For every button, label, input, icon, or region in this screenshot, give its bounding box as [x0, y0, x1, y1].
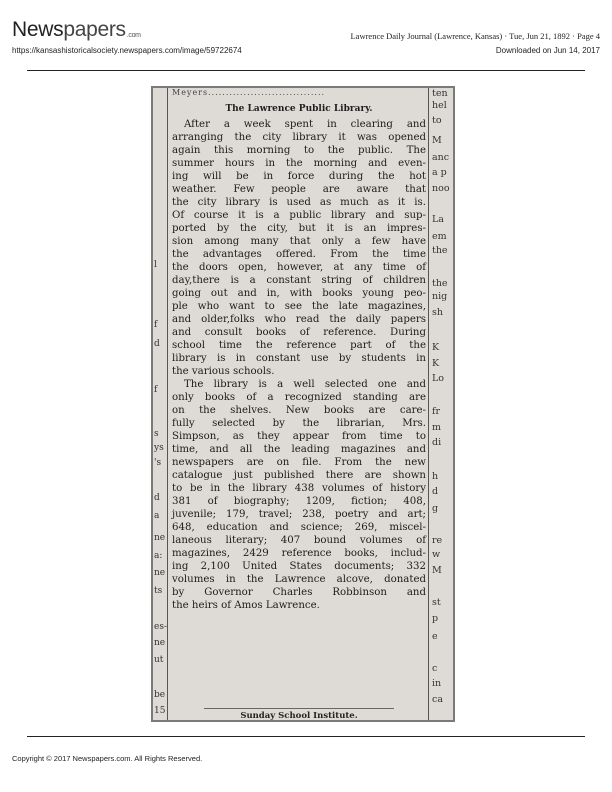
article-line: by Governor Charles Robbinson and — [172, 587, 426, 598]
left-column-fragment: ne — [154, 533, 166, 543]
logo-main-text: News — [12, 18, 64, 41]
right-column-fragment: noo — [432, 183, 450, 194]
source-url[interactable]: https://kansashistoricalsociety.newspapers.com/image/59722674 — [12, 46, 242, 55]
right-column-fragment: ten — [432, 88, 448, 99]
left-column-fragment: l — [154, 260, 157, 270]
right-column-fragment: nig — [432, 291, 448, 302]
left-column-fragment: es- — [154, 622, 167, 632]
right-column-fragment: hel — [432, 100, 447, 111]
right-column-fragment: to — [432, 115, 442, 126]
logo-suffix-text: .com — [126, 32, 141, 39]
article-line: and older,folks who read the daily papers — [172, 314, 426, 325]
article-line: catalogue just published there are shown — [172, 470, 426, 481]
article-line: to be in the library 438 volumes of history — [172, 483, 426, 494]
article-line: ing will be in force during the hot — [172, 171, 426, 182]
article-line: the doors open, however, at any time of — [172, 262, 426, 273]
right-column-fragment: em — [432, 231, 447, 242]
right-column-fragment: sh — [432, 307, 443, 318]
left-column-fragment: 15 — [154, 706, 166, 716]
article-line: and consult books of reference. During — [172, 327, 426, 338]
right-column-fragment: fr — [432, 406, 441, 417]
right-column-fragment: re — [432, 535, 443, 546]
article-headline: The Lawrence Public Library. — [225, 104, 373, 114]
right-column-fragment: p — [432, 613, 439, 624]
right-column-fragment: anc — [432, 152, 450, 163]
right-column-fragment: e — [432, 631, 438, 642]
right-column-fragment: a p — [432, 167, 447, 178]
right-column-fragment: the — [432, 245, 448, 256]
article-line: time, and all the leading magazines and — [172, 444, 426, 455]
left-column-fragment: ne — [154, 638, 166, 648]
article-line: 648, education and science; 269, miscel- — [172, 522, 426, 533]
right-column-fragment: K — [432, 358, 440, 369]
article-line: ported by the city, but it is an impres- — [172, 223, 426, 234]
right-column-fragment: in — [432, 678, 442, 689]
library-article — [168, 88, 430, 720]
article-line: library is in constant use by students in — [172, 353, 426, 364]
right-column-fragment: ca — [432, 694, 443, 705]
right-column-fragment: m — [432, 422, 442, 433]
left-column-fragment: d — [154, 339, 160, 349]
left-column-fragment: 's — [154, 458, 162, 468]
previous-article-fragment: Meyers................................. — [172, 88, 326, 97]
right-column-fragment: d — [432, 486, 439, 497]
publication-line: Lawrence Daily Journal (Lawrence, Kansas) · Tue, Jun 21, 1892 · Page 4 — [350, 31, 600, 41]
right-column-fragment: M — [432, 565, 442, 576]
article-line: the various schools. — [172, 366, 275, 377]
article-divider — [204, 708, 394, 709]
article-line: the advantages offered. From the time — [172, 249, 426, 260]
left-column-fragment: be — [154, 690, 166, 700]
right-column-fragment: M — [432, 135, 442, 146]
article-line: day,there is a constant string of children — [172, 275, 426, 286]
article-line: ple who want to see the late magazines, — [172, 301, 426, 312]
left-column-fragment: a: — [154, 551, 163, 561]
right-column-fragment: st — [432, 597, 441, 608]
right-column-fragment: Lo — [432, 373, 445, 384]
article-line: arranging the city library it was opened — [172, 132, 426, 143]
right-column-fragment: the — [432, 278, 448, 289]
right-column-fragment: di — [432, 437, 442, 448]
article-line: on the shelves. New books are care- — [172, 405, 426, 416]
left-column-fragment: ts — [154, 586, 163, 596]
next-article-headline: Sunday School Institute. — [240, 711, 358, 721]
footer-divider — [27, 736, 585, 737]
article-line: summer hours in the morning and even- — [172, 158, 426, 169]
article-line: magazines, 2429 reference books, includ- — [172, 548, 426, 559]
article-line: going out and in, with books young peo- — [172, 288, 426, 299]
download-date: Downloaded on Jun 14, 2017 — [495, 46, 600, 55]
left-column-fragment: f — [154, 385, 158, 395]
article-body — [168, 118, 430, 612]
article-line: juvenile; 179, travel; 238, poetry and art; — [172, 509, 426, 520]
newspaper-clipping — [151, 86, 455, 722]
left-column-fragment: f — [154, 320, 158, 330]
article-line: The library is a well selected one and — [184, 379, 426, 390]
left-neighbor-column — [153, 88, 168, 720]
article-line: laneous literary; 407 bound volumes of — [172, 535, 426, 546]
right-column-fragment: c — [432, 663, 438, 674]
left-column-fragment: a — [154, 511, 160, 521]
article-line: 381 of biography; 1209, fiction; 408, — [172, 496, 426, 507]
article-line: fully selected by the librarian, Mrs. — [172, 418, 426, 429]
right-column-fragment: K — [432, 342, 440, 353]
newspapers-logo[interactable] — [12, 18, 141, 47]
left-column-fragment: ut — [154, 655, 164, 665]
article-line: the heirs of Amos Lawrence. — [172, 600, 320, 611]
left-column-fragment: ne — [154, 568, 166, 578]
left-column-fragment: s — [154, 429, 159, 439]
article-line: Simpson, as they appear from time to — [172, 431, 426, 442]
article-line: ing 2,100 United States documents; 332 — [172, 561, 426, 572]
article-line: weather. Few people are aware that — [172, 184, 426, 195]
right-column-fragment: g — [432, 503, 439, 514]
right-neighbor-column — [428, 88, 453, 720]
article-line: only books of a recognized standing are — [172, 392, 426, 403]
header-divider — [27, 70, 585, 71]
article-line: the city library is used as much as it is. — [172, 197, 426, 208]
article-line: sion among many that only a few have — [172, 236, 426, 247]
right-column-fragment: La — [432, 214, 444, 225]
left-column-fragment: ys — [154, 443, 164, 453]
copyright-notice: Copyright © 2017 Newspapers.com. All Rights Reserved. — [12, 754, 203, 763]
article-line: school time the reference part of the — [172, 340, 426, 351]
article-line: newspapers are on file. From the new — [172, 457, 426, 468]
right-column-fragment: h — [432, 471, 439, 482]
article-line: After a week spent in clearing and — [184, 119, 426, 130]
left-column-fragment: d — [154, 493, 160, 503]
article-line: Of course it is a public library and sup- — [172, 210, 426, 221]
right-column-fragment: w — [432, 549, 441, 560]
logo-accent-text: papers — [63, 18, 126, 41]
article-line: volumes in the Lawrence alcove, donated — [172, 574, 426, 585]
article-line: again this morning to the public. The — [172, 145, 426, 156]
